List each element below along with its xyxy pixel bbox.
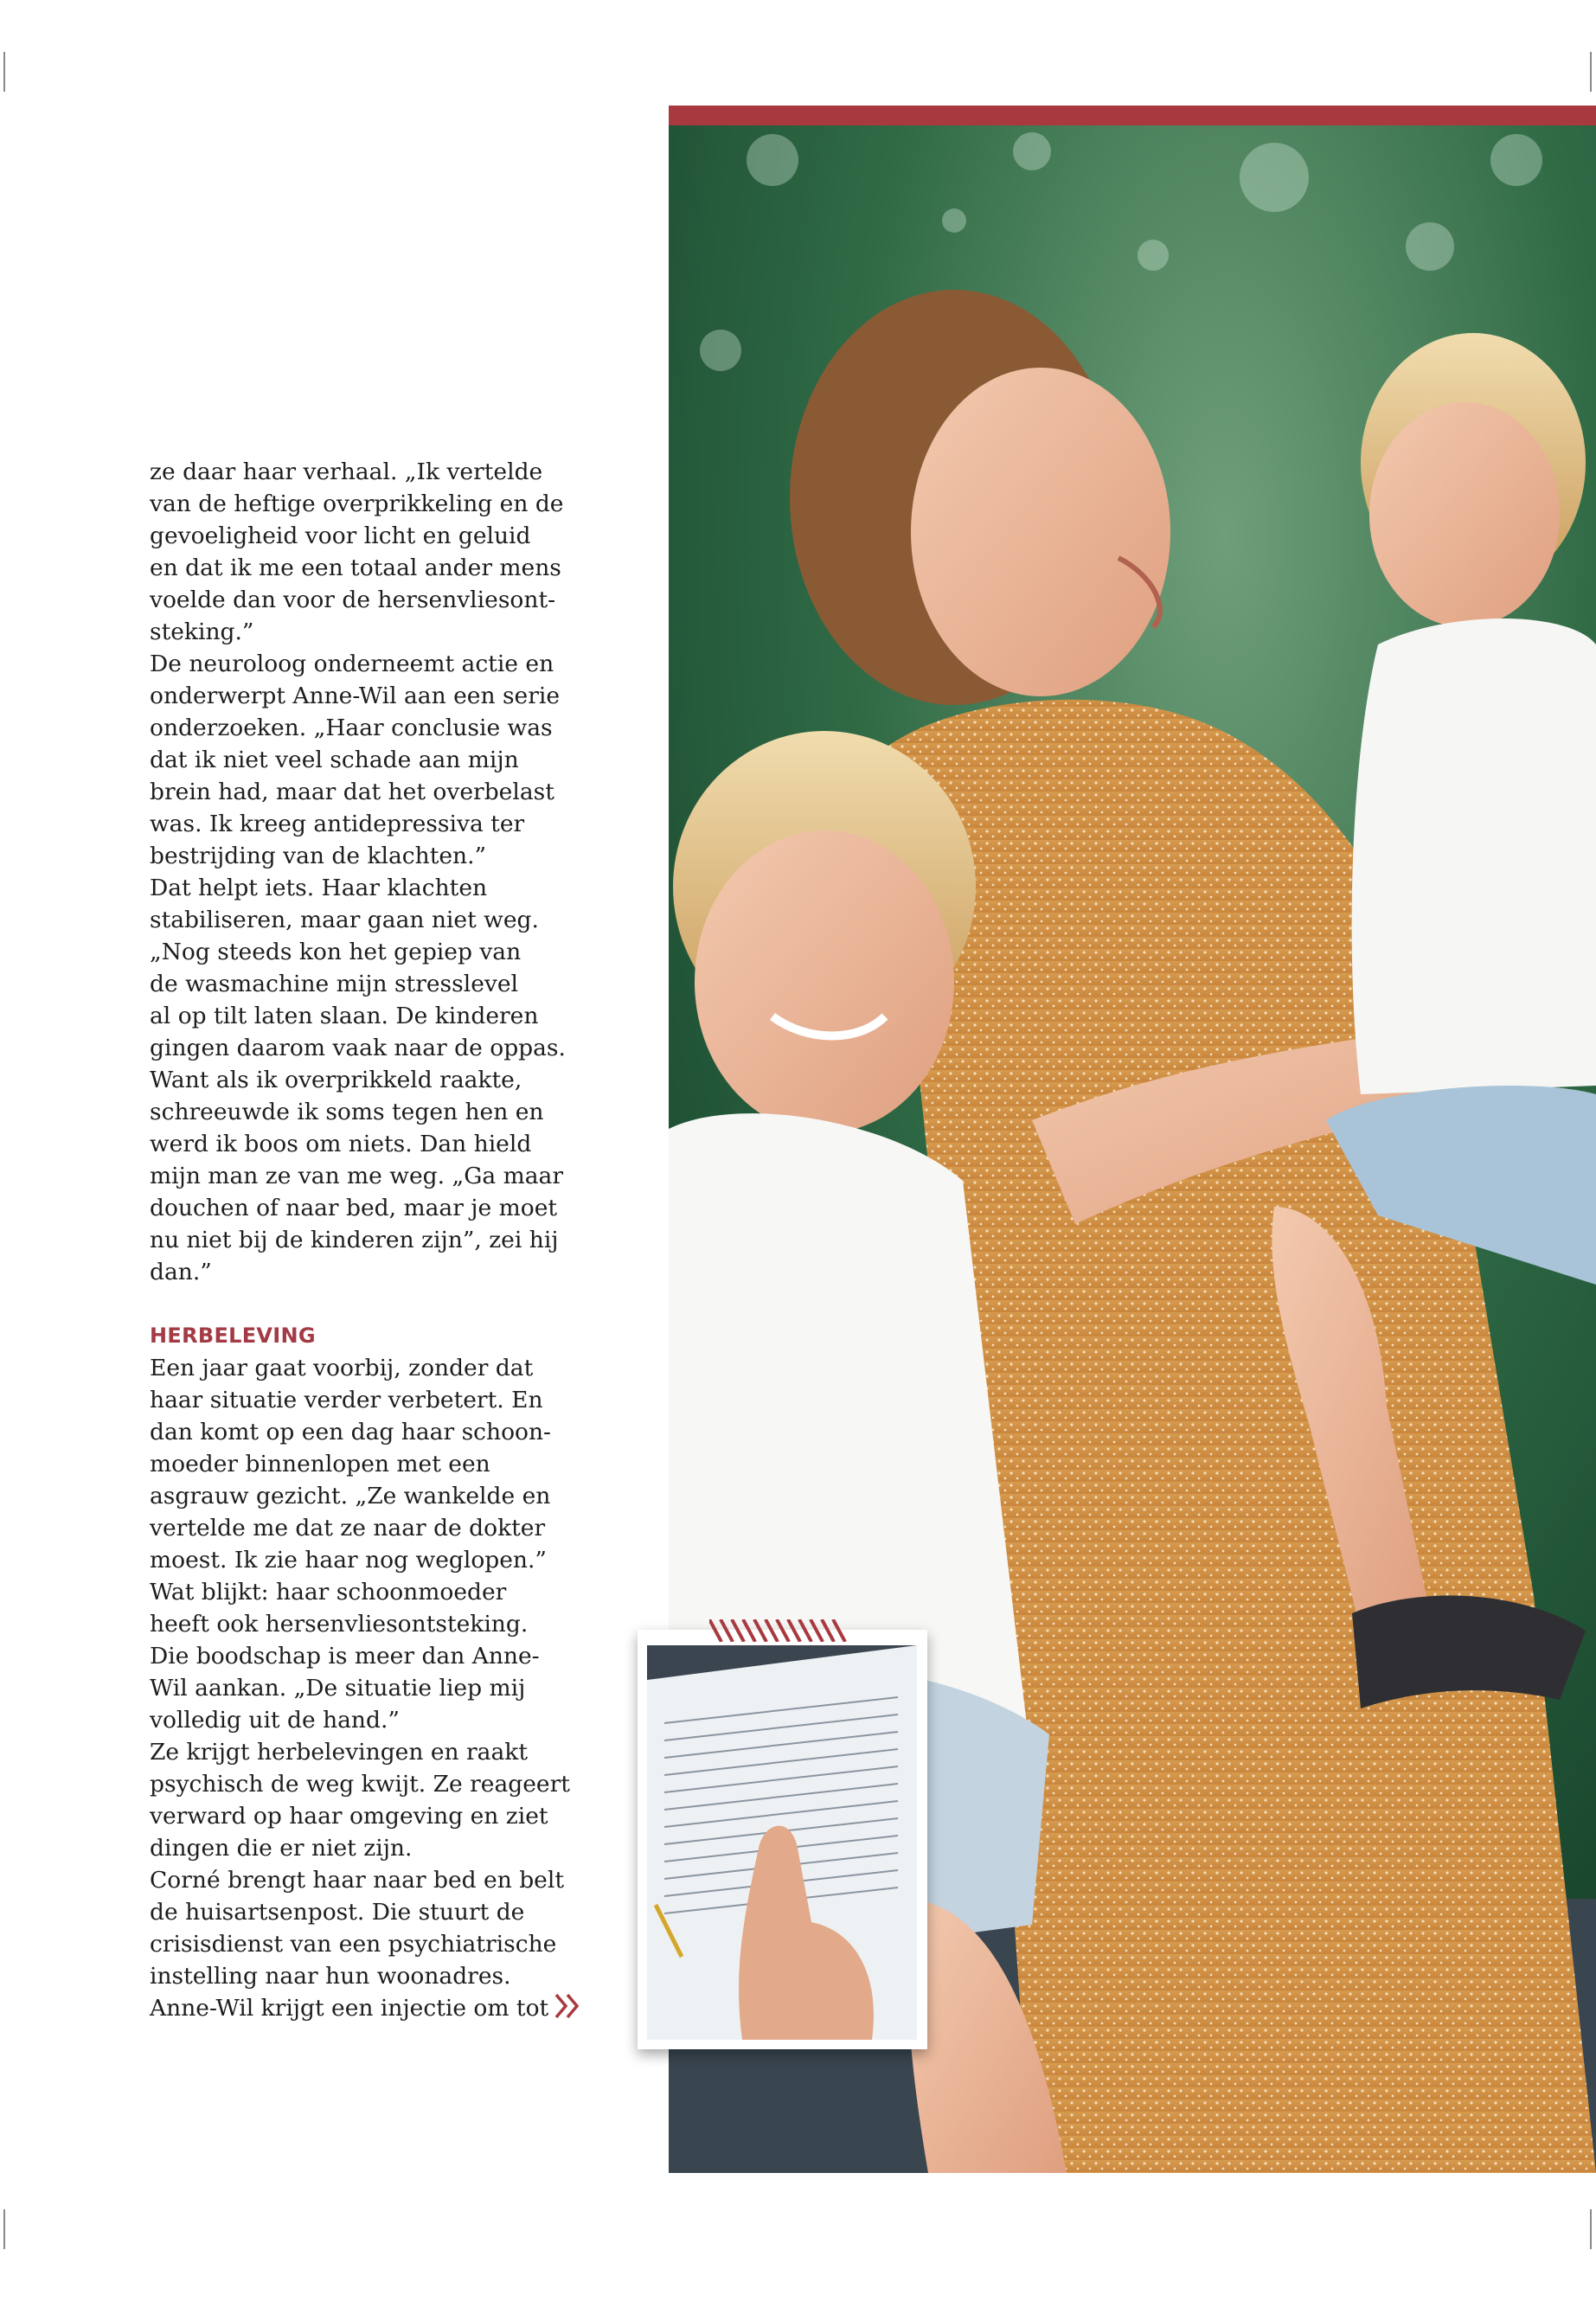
text-line: ze daar haar verhaal. „Ik vertelde [150, 458, 543, 485]
text-line: de wasmachine mijn stresslevel [150, 971, 519, 997]
text-line: Wat blijkt: haar schoonmoeder [150, 1579, 507, 1606]
crop-mark-bottom-right [1590, 2209, 1592, 2249]
article-text-column [150, 456, 582, 2024]
accent-bar [669, 106, 1596, 125]
text-line: werd ik boos om niets. Dan hield [150, 1131, 532, 1157]
text-line: Ze krijgt herbelevingen en raakt [150, 1739, 528, 1766]
text-line: dan komt op een dag haar schoon- [150, 1419, 552, 1445]
text-line: haar situatie verder verbetert. En [150, 1387, 543, 1413]
text-line: bestrijding van de klachten.” [150, 843, 487, 869]
inset-photo-frame [638, 1630, 927, 2049]
text-line: dingen die er niet zijn. [150, 1835, 413, 1862]
text-line: Een jaar gaat voorbij, zonder dat [150, 1355, 534, 1381]
text-line: verward op haar omgeving en ziet [150, 1803, 548, 1830]
paragraph-block-2 [150, 1352, 582, 2024]
text-line: heeft ook hersenvliesontsteking. [150, 1611, 529, 1638]
text-line: dan.” [150, 1259, 212, 1285]
text-line: Corné brengt haar naar bed en belt [150, 1867, 564, 1894]
subheading: HERBELEVING [150, 1324, 316, 1348]
text-line: De neuroloog onderneemt actie en [150, 651, 554, 677]
text-line: Want als ik overprikkeld raakte, [150, 1067, 522, 1093]
text-line: Anne-Wil krijgt een injectie om tot [150, 1995, 549, 2022]
text-line: brein had, maar dat het overbelast [150, 779, 554, 805]
text-line: onderzoeken. „Haar conclusie was [150, 715, 553, 741]
text-line: douchen of naar bed, maar je moet [150, 1195, 558, 1221]
hatch-decoration [709, 1619, 855, 1642]
text-line: nu niet bij de kinderen zijn”, zei hij [150, 1227, 559, 1253]
text-line: instelling naar hun woonadres. [150, 1963, 511, 1990]
text-line: crisisdienst van een psychiatrische [150, 1931, 557, 1958]
text-line: onderwerpt Anne-Wil aan een serie [150, 683, 561, 709]
text-line: dat ik niet veel schade aan mijn [150, 747, 519, 773]
text-line: was. Ik kreeg antidepressiva ter [150, 811, 525, 837]
text-line: volledig uit de hand.” [150, 1707, 400, 1734]
double-chevron-right-icon [554, 1992, 583, 2020]
text-line: steking.” [150, 619, 254, 645]
text-line: psychisch de weg kwijt. Ze reageert [150, 1771, 570, 1798]
text-line: gevoeligheid voor licht en geluid [150, 522, 531, 549]
crop-mark-top-left [3, 52, 5, 92]
text-line: de huisartsenpost. Die stuurt de [150, 1899, 525, 1926]
text-line: voelde dan voor de hersenvliesont- [150, 586, 556, 613]
text-line: moeder binnenlopen met een [150, 1451, 490, 1477]
text-line: asgrauw gezicht. „Ze wankelde en [150, 1483, 551, 1509]
text-line: van de heftige overprikkeling en de [150, 490, 564, 517]
paragraph-block-1 [150, 456, 582, 1288]
text-line: Die boodschap is meer dan Anne- [150, 1643, 540, 1670]
text-line: gingen daarom vaak naar de oppas. [150, 1035, 566, 1061]
text-line: stabiliseren, maar gaan niet weg. [150, 907, 539, 933]
text-line: Wil aankan. „De situatie liep mij [150, 1675, 526, 1702]
text-line: vertelde me dat ze naar de dokter [150, 1515, 546, 1541]
text-line: al op tilt laten slaan. De kinderen [150, 1003, 539, 1029]
bible-reading-photo [647, 1645, 917, 2040]
text-line: „Nog steeds kon het gepiep van [150, 939, 522, 965]
crop-mark-bottom-left [3, 2209, 5, 2249]
text-line: mijn man ze van me weg. „Ga maar [150, 1163, 563, 1189]
text-line: schreeuwde ik soms tegen hen en [150, 1099, 544, 1125]
text-line: en dat ik me een totaal ander mens [150, 554, 561, 581]
crop-mark-top-right [1590, 52, 1592, 92]
text-line: moest. Ik zie haar nog weglopen.” [150, 1547, 547, 1574]
text-line: Dat helpt iets. Haar klachten [150, 875, 488, 901]
